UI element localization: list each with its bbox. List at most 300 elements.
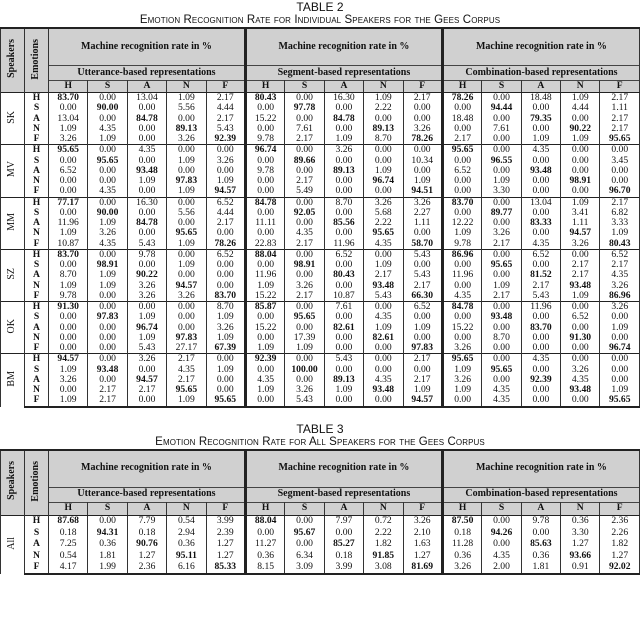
rate-cell: 0.00 [600,333,640,343]
rate-cell: 0.00 [482,375,521,385]
column-header-a: A [521,502,560,515]
rate-cell: 0.00 [482,93,521,104]
rate-cell: 89.13 [167,124,206,134]
rate-cell: 1.82 [364,539,403,551]
rate-cell: 8.70 [206,302,245,313]
rate-cell: 5.43 [403,270,442,280]
rate-cell: 0.00 [88,166,127,176]
group-sub-header: Combination-based representations [442,66,639,81]
rate-cell: 93.48 [561,281,600,291]
rate-cell: 88.04 [245,515,284,527]
rate-cell: 0.00 [403,312,442,322]
rate-cell: 92.02 [600,562,640,575]
rate-cell: 1.09 [167,260,206,270]
rate-cell: 84.78 [127,218,166,228]
rate-cell: 77.17 [49,197,88,208]
rate-cell: 0.00 [206,354,245,365]
rate-cell: 2.17 [482,239,521,250]
rate-cell: 2.17 [285,291,324,302]
rate-cell: 8.70 [49,270,88,280]
rate-cell: 0.00 [127,134,166,145]
rate-cell: 4.35 [521,239,560,250]
rate-cell: 95.65 [600,395,640,406]
rate-cell: 3.26 [206,156,245,166]
rate-cell: 0.00 [521,260,560,270]
rate-cell: 0.00 [127,260,166,270]
rate-cell: 0.00 [49,312,88,322]
rate-cell: 0.00 [285,114,324,124]
rate-cell: 96.74 [245,145,284,156]
column-header-a: A [324,81,363,93]
rate-cell: 0.18 [127,527,166,539]
rate-cell: 4.35 [482,395,521,406]
rate-cell: 80.43 [245,93,284,104]
rate-cell: 5.43 [127,239,166,250]
column-header-h: H [245,502,284,515]
rate-cell: 91.85 [364,550,403,562]
table3-caption [0,423,640,449]
emotion-label: S [25,208,49,218]
rate-cell: 0.00 [442,281,481,291]
rate-cell: 0.00 [127,228,166,238]
rate-cell: 2.94 [167,527,206,539]
rate-cell: 0.00 [442,333,481,343]
rate-cell: 0.00 [324,365,363,375]
emotion-label: S [25,103,49,113]
rate-cell: 0.00 [482,166,521,176]
rate-cell: 0.00 [245,312,284,322]
rate-cell: 1.09 [364,166,403,176]
rate-cell: 3.99 [324,562,363,575]
emotion-label: F [25,239,49,250]
rate-cell: 0.00 [127,124,166,134]
rate-cell: 0.00 [561,354,600,365]
rate-cell: 0.00 [521,124,560,134]
column-header-s: S [285,502,324,515]
table2-caption [0,1,640,27]
rate-cell: 1.09 [521,134,560,145]
column-header-n: N [167,81,206,93]
rate-cell: 6.52 [442,166,481,176]
rate-cell: 83.70 [442,197,481,208]
rate-cell: 5.43 [521,291,560,302]
rate-cell: 1.09 [403,176,442,186]
rate-cell: 3.26 [442,343,481,354]
rate-cell: 1.09 [442,365,481,375]
rate-cell: 0.00 [245,156,284,166]
rate-cell: 5.56 [167,103,206,113]
rate-cell: 1.09 [88,134,127,145]
speaker-label: All [1,515,25,574]
group-main-header: Machine recognition rate in % [442,28,639,66]
rate-cell: 0.00 [167,114,206,124]
rate-cell: 3.09 [285,562,324,575]
rate-cell: 0.00 [364,145,403,156]
rate-cell: 5.43 [364,291,403,302]
table-row [1,239,640,250]
rate-cell: 98.91 [285,260,324,270]
emotion-label: N [25,385,49,395]
rate-cell: 0.00 [482,218,521,228]
rate-cell: 95.65 [88,156,127,166]
column-header-n: N [364,502,403,515]
rate-cell: 2.36 [600,515,640,527]
rate-cell: 0.00 [167,323,206,333]
rate-cell: 0.00 [88,375,127,385]
rate-cell: 95.65 [482,260,521,270]
rate-cell: 6.52 [403,302,442,313]
rate-cell: 2.17 [285,239,324,250]
rate-cell: 2.17 [403,375,442,385]
rate-cell: 8.70 [324,197,363,208]
rate-cell: 92.05 [285,208,324,218]
rate-cell: 2.17 [364,270,403,280]
rate-cell: 4.35 [482,385,521,395]
rate-cell: 81.69 [403,562,442,575]
column-header-n: N [561,502,600,515]
rate-cell: 94.57 [561,228,600,238]
rate-cell: 1.09 [167,93,206,104]
rate-cell: 0.00 [521,156,560,166]
rate-cell: 1.09 [364,93,403,104]
rate-cell: 1.09 [206,333,245,343]
rate-cell: 94.57 [167,281,206,291]
rate-cell: 83.33 [521,218,560,228]
column-header-h: H [245,81,284,93]
rate-cell: 2.22 [364,527,403,539]
rate-cell: 0.00 [442,395,481,406]
rate-cell: 4.35 [482,550,521,562]
rate-cell: 0.00 [403,145,442,156]
rate-cell: 0.00 [324,186,363,197]
rate-cell: 4.44 [206,208,245,218]
rate-cell: 0.00 [442,312,481,322]
rate-cell: 1.09 [206,365,245,375]
column-header-a: A [324,502,363,515]
rate-cell: 3.26 [324,145,363,156]
rate-cell: 18.48 [521,93,560,104]
rate-cell: 0.00 [600,354,640,365]
rate-cell: 0.36 [167,539,206,551]
rate-cell: 0.00 [324,312,363,322]
rate-cell: 0.00 [206,260,245,270]
rate-cell: 0.00 [88,145,127,156]
rate-cell: 0.18 [324,550,363,562]
rate-cell: 1.09 [206,312,245,322]
rate-cell: 96.74 [127,323,166,333]
rate-cell: 0.00 [245,395,284,406]
rate-cell: 0.00 [324,208,363,218]
rate-cell: 11.96 [324,239,363,250]
table-row [1,395,640,406]
rate-cell: 0.00 [561,166,600,176]
rate-cell: 85.63 [521,539,560,551]
rate-cell: 9.78 [245,134,284,145]
rate-cell: 0.36 [88,539,127,551]
rate-cell: 0.00 [600,176,640,186]
rate-cell: 0.00 [49,208,88,218]
table3 [0,449,640,576]
rate-cell: 0.00 [285,145,324,156]
rate-cell: 3.26 [127,354,166,365]
rate-cell: 2.17 [482,291,521,302]
rate-cell: 0.00 [88,354,127,365]
rate-cell: 89.13 [324,375,363,385]
rate-cell: 95.65 [285,312,324,322]
rate-cell: 1.09 [364,260,403,270]
rate-cell: 84.78 [127,114,166,124]
rate-cell: 78.26 [206,239,245,250]
rate-cell: 0.00 [324,281,363,291]
rate-cell: 0.18 [442,527,481,539]
rate-cell: 13.04 [127,93,166,104]
rate-cell: 95.65 [442,354,481,365]
rate-cell: 0.00 [88,291,127,302]
rate-cell: 11.96 [49,218,88,228]
rate-cell: 92.39 [206,134,245,145]
rate-cell: 95.65 [600,134,640,145]
rate-cell: 1.27 [127,550,166,562]
rate-cell: 0.00 [49,156,88,166]
column-header-h: H [442,81,481,93]
rate-cell: 90.22 [127,270,166,280]
table2-title: Emotion Recognition Rate for Individual Speakers for the Gees Corpus [139,14,501,26]
column-header-s: S [482,81,521,93]
rate-cell: 0.00 [285,166,324,176]
rate-cell: 10.34 [403,156,442,166]
rate-cell: 0.00 [482,515,521,527]
rate-cell: 0.00 [403,166,442,176]
group-sub-header: Combination-based representations [442,487,639,502]
rate-cell: 0.00 [285,218,324,228]
column-header-h: H [49,502,88,515]
emotion-label: H [25,93,49,104]
speakers-header: Speakers [1,450,25,516]
rate-cell: 4.35 [127,145,166,156]
rate-cell: 0.00 [167,218,206,228]
emotion-label: H [25,515,49,527]
table-row [1,539,640,551]
group-sub-header: Segment-based representations [245,66,442,81]
rate-cell: 80.43 [600,239,640,250]
emotion-label: N [25,228,49,238]
emotion-label: A [25,323,49,333]
table-row [1,343,640,354]
rate-cell: 0.18 [49,527,88,539]
rate-cell: 4.35 [600,270,640,280]
rate-cell: 2.17 [403,354,442,365]
rate-cell: 85.87 [245,302,284,313]
rate-cell: 4.44 [561,103,600,113]
rate-cell: 84.78 [442,302,481,313]
rate-cell: 13.04 [521,197,560,208]
rate-cell: 90.22 [561,124,600,134]
rate-cell: 95.65 [49,145,88,156]
rate-cell: 83.70 [206,291,245,302]
rate-cell: 0.00 [482,343,521,354]
rate-cell: 4.35 [521,145,560,156]
rate-cell: 22.83 [245,239,284,250]
rate-cell: 1.11 [403,218,442,228]
rate-cell: 0.00 [403,365,442,375]
rate-cell: 0.00 [167,312,206,322]
rate-cell: 90.00 [88,103,127,113]
rate-cell: 4.35 [167,365,206,375]
rate-cell: 97.78 [285,103,324,113]
rate-cell: 0.00 [521,176,560,186]
column-header-a: A [521,81,560,93]
rate-cell: 93.66 [561,550,600,562]
rate-cell: 0.00 [88,323,127,333]
rate-cell: 6.52 [600,249,640,260]
group-sub-header: Utterance-based representations [49,66,246,81]
rate-cell: 3.41 [561,208,600,218]
rate-cell: 0.00 [364,365,403,375]
rate-cell: 98.91 [561,176,600,186]
emotion-label: F [25,343,49,354]
rate-cell: 0.00 [482,302,521,313]
rate-cell: 12.22 [442,218,481,228]
rate-cell: 0.00 [482,134,521,145]
rate-cell: 6.52 [206,197,245,208]
rate-cell: 0.00 [403,103,442,113]
rate-cell: 0.00 [324,124,363,134]
rate-cell: 0.00 [403,260,442,270]
rate-cell: 89.13 [324,166,363,176]
rate-cell: 0.00 [600,312,640,322]
rate-cell: 11.96 [442,270,481,280]
rate-cell: 100.00 [285,365,324,375]
rate-cell: 16.30 [324,93,363,104]
rate-cell: 9.78 [442,239,481,250]
rate-cell: 18.48 [442,114,481,124]
rate-cell: 6.16 [167,562,206,575]
rate-cell: 0.00 [88,197,127,208]
rate-cell: 0.00 [88,515,127,527]
speaker-label: SK [1,93,25,145]
rate-cell: 0.00 [324,176,363,186]
rate-cell: 95.65 [482,365,521,375]
column-header-f: F [206,81,245,93]
group-main-header: Machine recognition rate in % [49,450,246,488]
rate-cell: 11.27 [245,539,284,551]
emotion-label: A [25,270,49,280]
group-sub-header: Utterance-based representations [49,487,246,502]
rate-cell: 2.17 [206,93,245,104]
rate-cell: 2.17 [206,218,245,228]
rate-cell: 1.09 [600,385,640,395]
rate-cell: 1.09 [482,176,521,186]
rate-cell: 1.09 [561,291,600,302]
rate-cell: 0.00 [206,145,245,156]
rate-cell: 82.61 [364,333,403,343]
speaker-label: MM [1,197,25,249]
rate-cell: 0.00 [49,176,88,186]
rate-cell: 0.00 [561,302,600,313]
rate-cell: 83.70 [49,93,88,104]
rate-cell: 1.27 [561,539,600,551]
emotion-label: N [25,333,49,343]
rate-cell: 0.00 [285,539,324,551]
emotion-label: H [25,354,49,365]
rate-cell: 0.00 [482,197,521,208]
rate-cell: 0.00 [206,375,245,385]
rate-cell: 0.00 [88,176,127,186]
rate-cell: 3.26 [403,197,442,208]
rate-cell: 2.17 [561,260,600,270]
rate-cell: 89.13 [364,124,403,134]
rate-cell: 89.66 [285,156,324,166]
rate-cell: 1.11 [600,103,640,113]
rate-cell: 4.35 [88,239,127,250]
rate-cell: 8.70 [364,134,403,145]
rate-cell: 0.00 [521,186,560,197]
rate-cell: 0.00 [521,228,560,238]
rate-cell: 0.00 [324,156,363,166]
table-row [1,134,640,145]
rate-cell: 1.09 [206,176,245,186]
rate-cell: 87.50 [442,515,481,527]
rate-cell: 1.09 [364,323,403,333]
rate-cell: 0.00 [245,260,284,270]
rate-cell: 0.00 [561,249,600,260]
rate-cell: 0.00 [127,103,166,113]
column-header-s: S [88,502,127,515]
rate-cell: 2.17 [600,93,640,104]
rate-cell: 13.04 [49,114,88,124]
rate-cell: 67.39 [206,343,245,354]
rate-cell: 0.00 [49,343,88,354]
rate-cell: 85.33 [206,562,245,575]
table-row [1,228,640,238]
rate-cell: 0.00 [285,197,324,208]
rate-cell: 4.35 [88,124,127,134]
rate-cell: 7.61 [482,124,521,134]
rate-cell: 2.17 [600,260,640,270]
rate-cell: 94.57 [49,354,88,365]
rate-cell: 6.34 [285,550,324,562]
rate-cell: 1.09 [561,197,600,208]
rate-cell: 0.00 [167,145,206,156]
rate-cell: 2.27 [403,208,442,218]
rate-cell: 7.25 [49,539,88,551]
rate-cell: 0.54 [49,550,88,562]
table-row [1,562,640,575]
rate-cell: 0.00 [521,527,560,539]
rate-cell: 2.17 [521,281,560,291]
rate-cell: 0.00 [561,114,600,124]
rate-cell: 0.00 [600,145,640,156]
group-main-header: Machine recognition rate in % [245,28,442,66]
rate-cell: 1.09 [167,186,206,197]
rate-cell: 1.09 [403,323,442,333]
rate-cell: 9.78 [521,515,560,527]
rate-cell: 0.00 [324,103,363,113]
rate-cell: 90.76 [127,539,166,551]
rate-cell: 93.48 [521,166,560,176]
rate-cell: 2.17 [403,281,442,291]
rate-cell: 2.17 [600,197,640,208]
rate-cell: 95.65 [167,228,206,238]
rate-cell: 2.22 [364,218,403,228]
rate-cell: 0.00 [245,208,284,218]
rate-cell: 3.26 [442,562,481,575]
rate-cell: 5.68 [364,208,403,218]
rate-cell: 0.00 [245,124,284,134]
rate-cell: 2.17 [600,114,640,124]
rate-cell: 6.52 [324,249,363,260]
rate-cell: 4.35 [285,228,324,238]
